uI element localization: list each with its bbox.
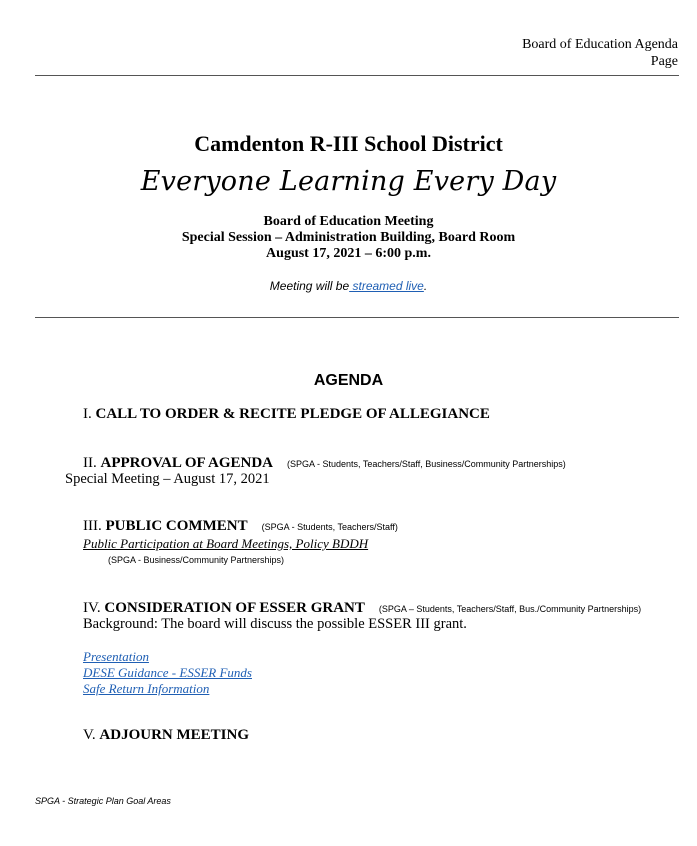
- stream-prefix: Meeting will be: [269, 279, 350, 293]
- district-motto: Everyone Learning Every Day: [140, 166, 557, 197]
- agenda-heading: AGENDA: [313, 372, 384, 389]
- presentation-link[interactable]: Presentation: [83, 649, 149, 664]
- item-title: PUBLIC COMMENT: [105, 518, 248, 534]
- policy-link[interactable]: Public Participation at Board Meetings, Policy BDDH: [83, 536, 369, 551]
- spga-note: (SPGA – Students, Teachers/Staff, Bus./Community Partnerships): [378, 604, 642, 614]
- agenda-item-5: [83, 727, 249, 744]
- item-number: II.: [83, 455, 101, 471]
- mid-divider: [35, 317, 679, 318]
- header-title: Board of Education Agenda: [522, 37, 678, 52]
- stream-suffix: .: [423, 279, 428, 293]
- agenda-item-1: [83, 406, 490, 423]
- item-number: I.: [83, 406, 96, 422]
- safe-return-link[interactable]: Safe Return Information: [83, 681, 210, 696]
- footer-note: SPGA - Strategic Plan Goal Areas: [35, 796, 171, 806]
- page-header: [522, 36, 678, 70]
- spga-note: (SPGA - Students, Teachers/Staff, Business/Community Partnerships): [287, 459, 566, 469]
- header-page: Page: [650, 54, 678, 69]
- item-number: V.: [83, 727, 100, 743]
- top-divider: [35, 75, 679, 76]
- dese-guidance-link[interactable]: DESE Guidance - ESSER Funds: [83, 665, 252, 680]
- item-title: CALL TO ORDER & RECITE PLEDGE OF ALLEGIANCE: [95, 406, 490, 422]
- meeting-session: Special Session – Administration Building, Board Room: [181, 230, 516, 245]
- spga-note: (SPGA - Students, Teachers/Staff): [261, 522, 398, 532]
- stream-note: [0, 279, 697, 293]
- item-number: III.: [83, 518, 106, 534]
- agenda-item-3: [83, 518, 398, 535]
- item-title: CONSIDERATION OF ESSER GRANT: [104, 600, 365, 616]
- stream-link[interactable]: streamed live: [349, 279, 424, 293]
- item-title: ADJOURN MEETING: [99, 727, 249, 743]
- spga-note-2: (SPGA - Business/Community Partnerships): [108, 555, 285, 565]
- agenda-item-2: [83, 455, 566, 472]
- item-title: APPROVAL OF AGENDA: [100, 455, 274, 471]
- meeting-name: Board of Education Meeting: [263, 214, 434, 229]
- item-4-background: Background: The board will discuss the possible ESSER III grant.: [83, 616, 467, 632]
- meeting-date: August 17, 2021 – 6:00 p.m.: [266, 246, 431, 261]
- district-title: Camdenton R-III School District: [194, 131, 503, 156]
- item-2-detail: Special Meeting – August 17, 2021: [65, 471, 270, 487]
- item-number: IV.: [83, 600, 105, 616]
- agenda-item-4: [83, 600, 641, 617]
